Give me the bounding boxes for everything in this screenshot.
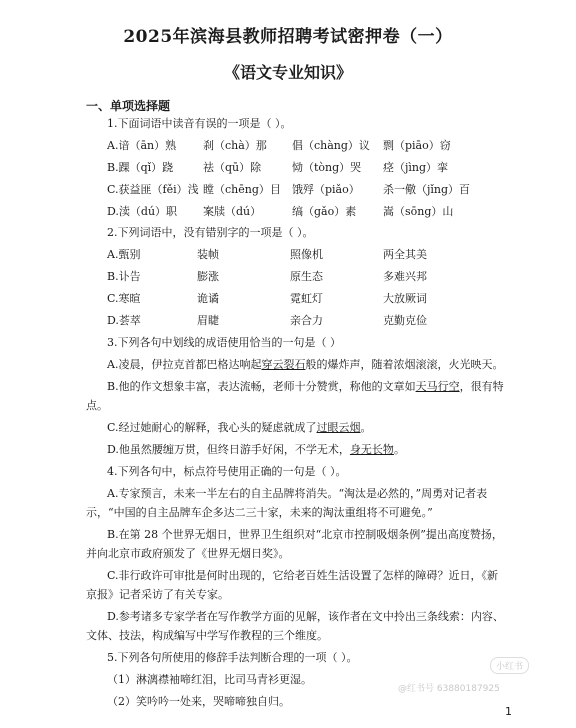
page-subtitle: 《语文专业知识》 xyxy=(223,63,352,82)
q1-option-a-2: 刹（chà）那 xyxy=(203,139,267,152)
q3-option-d-idiom: 身无长物 xyxy=(349,443,394,456)
q1-option-d-3: 缟（gǎo）素 xyxy=(292,205,357,218)
q4-option-d-line2: 文体、技法，构成编写中学写作教程的三个维度。 xyxy=(86,629,328,642)
q2-option-c-3: 霓虹灯 xyxy=(290,292,323,305)
q2-stem: 2.下列词语中，没有错别字的一项是（ ）。 xyxy=(107,226,314,239)
q4-option-b-line2: 并向北京市政府颁发了《世界无烟日奖》。 xyxy=(86,547,290,560)
q3-option-a xyxy=(107,358,503,372)
q4-option-b-line1: B.在第 28 个世界无烟日，世界卫生组织对“北京市控制吸烟条例”提出高度赞扬， xyxy=(107,528,503,541)
q1-option-b-2: 祛（qū）除 xyxy=(203,161,262,174)
q3-option-d xyxy=(107,443,405,457)
q4-stem: 4.下列各句中，标点符号使用正确的一句是（ ）。 xyxy=(107,465,347,478)
q3-option-c-idiom: 过眼云烟 xyxy=(316,421,361,434)
page-number: 1 xyxy=(505,705,512,718)
q1-stem: 1.下面词语中读音有误的一项是（ ）。 xyxy=(107,117,292,130)
watermark-badge: 小红书 xyxy=(490,657,529,674)
q2-option-c-2: 诡谲 xyxy=(197,292,219,305)
q3-option-a-post: 般的爆炸声，随着浓烟滚滚，火光映天。 xyxy=(305,358,504,371)
watermark-id: @红书号 63880187925 xyxy=(398,684,500,694)
q2-option-b-1: B.讣告 xyxy=(107,270,141,283)
q5-stem: 5.下列各句所使用的修辞手法判断合理的一项（ ）。 xyxy=(107,651,358,664)
q1-option-b-3: 恸（tòng）哭 xyxy=(292,161,362,174)
q1-option-c-1: C.获益匪（fěi）浅 xyxy=(107,183,199,196)
q2-option-d-1: D.荟萃 xyxy=(107,314,141,327)
q1-option-c-4: 杀一儆（jǐng）百 xyxy=(383,183,471,196)
q2-option-b-2: 膨涨 xyxy=(197,270,219,283)
q4-option-a-line1: A.专家预言，未来一半左右的自主品牌将消失。“淘汰是必然的，”周勇对记者表 xyxy=(107,487,488,500)
page-title: 2025年滨海县教师招聘考试密押卷（一） xyxy=(123,27,453,47)
q5-sentence-1: （1）淋漓襟袖啼红泪，比司马青衫更湿。 xyxy=(107,673,312,686)
q4-option-c-line1: C.非行政许可审批是何时出现的，它给老百姓生活设置了怎样的障碍？近日，《新 xyxy=(107,569,499,582)
q1-option-b-1: B.踝（qǐ）跷 xyxy=(107,161,174,174)
q3-option-b xyxy=(107,380,504,394)
section-heading: 一、单项选择题 xyxy=(86,99,171,113)
q1-option-a-3: 倡（chàng）议 xyxy=(292,139,370,152)
q1-option-d-2: 案牍（dú） xyxy=(203,205,262,218)
q3-option-d-pre: D.他虽然腰缠万贯，但终日游手好闲，不学无术， xyxy=(107,443,350,456)
q3-option-b-pre: B.他的作文想象丰富，表达流畅，老师十分赞赏，称他的文章如 xyxy=(107,380,416,393)
q1-option-d-4: 嵩（sōng）山 xyxy=(383,205,454,218)
q3-option-b-cont: 点。 xyxy=(86,399,108,412)
q1-option-a-4: 剽（piāo）窃 xyxy=(383,139,451,152)
q2-option-a-2: 装帧 xyxy=(197,248,219,261)
q2-option-c-1: C.寒暄 xyxy=(107,292,141,305)
q1-option-b-4: 痉（jìng）挛 xyxy=(383,161,449,174)
q3-option-b-idiom: 天马行空 xyxy=(415,380,460,393)
q3-option-d-post: 。 xyxy=(393,443,405,456)
q1-option-c-3: 饿殍（piǎo） xyxy=(292,183,360,196)
q1-option-c-2: 瞠（chēng）目 xyxy=(203,183,281,196)
q2-option-d-3: 亲合力 xyxy=(290,314,323,327)
q3-option-b-post: ，很有特 xyxy=(459,380,504,393)
q2-option-b-4: 多难兴邦 xyxy=(383,270,427,283)
q3-option-a-pre: A.凌晨，伊拉克首都巴格达响起 xyxy=(107,358,262,371)
q2-option-c-4: 大放厥词 xyxy=(383,292,427,305)
q4-option-d-line1: D.参考诸多专家学者在写作教学方面的见解，该作者在文中拎出三条线索：内容、 xyxy=(107,610,504,623)
q1-option-d-1: D.渎（dú）职 xyxy=(107,205,178,218)
q3-option-a-idiom: 穿云裂石 xyxy=(261,358,306,371)
q2-option-a-3: 照像机 xyxy=(290,248,323,261)
q2-option-d-4: 克勤克俭 xyxy=(383,314,427,327)
q1-option-a-1: A.谙（ān）熟 xyxy=(107,139,177,152)
q3-stem: 3.下列各句中划线的成语使用恰当的一句是（ ） xyxy=(107,336,341,349)
q4-option-a-line2: 示，“中国的自主品牌车企多达二三十家，未来的淘汰重组将不可避免。” xyxy=(86,506,433,519)
q3-option-c xyxy=(107,421,372,435)
q2-option-b-3: 原生态 xyxy=(290,270,323,283)
q2-option-d-2: 眉睫 xyxy=(197,314,219,327)
q2-option-a-4: 两全其美 xyxy=(383,248,427,261)
q3-option-c-post: 。 xyxy=(360,421,372,434)
q5-sentence-2: （2）笑吟吟一处来，哭啼啼独自归。 xyxy=(107,695,290,708)
q3-option-c-pre: C.经过她耐心的解释，我心头的疑虑就成了 xyxy=(107,421,317,434)
q4-option-c-line2: 京报》记者采访了有关专家。 xyxy=(86,588,229,601)
q2-option-a-1: A.甄别 xyxy=(107,248,141,261)
